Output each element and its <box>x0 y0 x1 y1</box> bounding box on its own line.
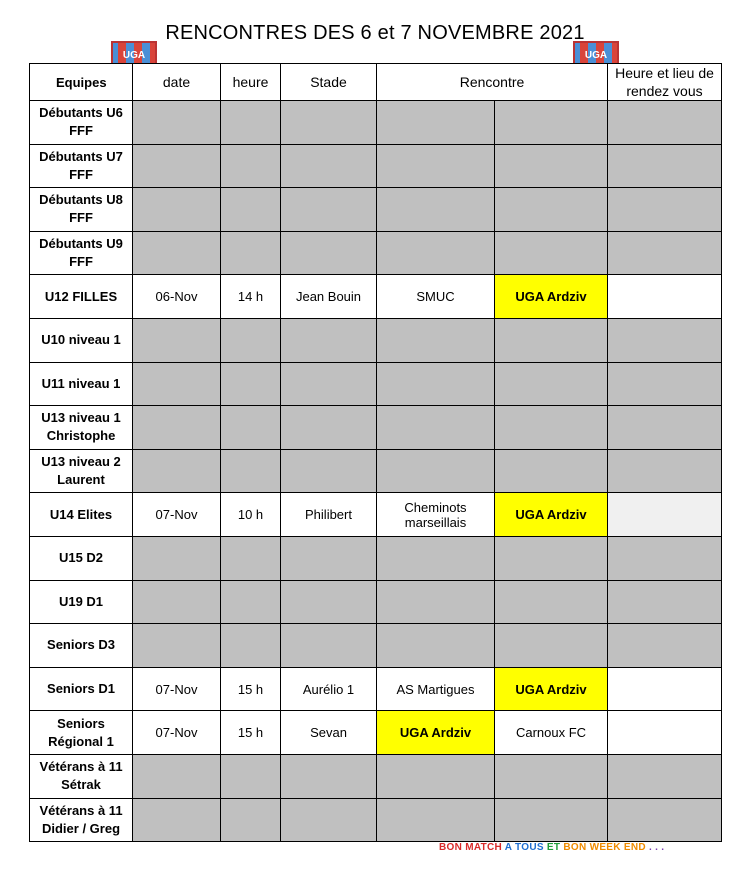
time-cell <box>221 231 281 275</box>
time-cell <box>221 188 281 232</box>
stadium-cell <box>281 318 377 362</box>
home-team-cell <box>377 101 495 145</box>
stadium-cell <box>281 231 377 275</box>
meeting-cell <box>608 449 722 493</box>
time-cell <box>221 101 281 145</box>
time-cell: 14 h <box>221 275 281 319</box>
time-cell <box>221 144 281 188</box>
header-stadium: Stade <box>281 64 377 101</box>
away-team-cell <box>495 449 608 493</box>
time-cell <box>221 318 281 362</box>
meeting-cell <box>608 275 722 319</box>
away-team-cell <box>495 188 608 232</box>
home-team-cell <box>377 536 495 580</box>
team-cell: Débutants U6 FFF <box>30 101 133 145</box>
header-date: date <box>133 64 221 101</box>
away-team-cell <box>495 318 608 362</box>
team-cell: U12 FILLES <box>30 275 133 319</box>
meeting-cell <box>608 144 722 188</box>
table-row <box>30 536 722 580</box>
time-cell <box>221 406 281 450</box>
home-team-cell <box>377 318 495 362</box>
date-cell: 06-Nov <box>133 275 221 319</box>
date-cell <box>133 362 221 406</box>
stadium-cell <box>281 101 377 145</box>
stadium-cell <box>281 536 377 580</box>
meeting-cell <box>608 188 722 232</box>
logo-top-text: UGA <box>122 50 146 61</box>
team-cell: U13 niveau 2 Laurent <box>30 449 133 493</box>
home-team-cell <box>377 231 495 275</box>
header-team: Equipes <box>30 64 133 101</box>
home-team-cell: UGA Ardziv <box>377 711 495 755</box>
meeting-cell <box>608 493 722 537</box>
team-cell: Vétérans à 11 Didier / Greg <box>30 798 133 842</box>
table-row <box>30 101 722 145</box>
stadium-cell: Sevan <box>281 711 377 755</box>
footer-part: BON MATCH <box>439 842 503 853</box>
away-team-cell <box>495 798 608 842</box>
team-cell: Débutants U9 FFF <box>30 231 133 275</box>
meeting-cell <box>608 754 722 798</box>
header-row <box>30 64 722 101</box>
stadium-cell: Philibert <box>281 493 377 537</box>
meeting-cell <box>608 580 722 624</box>
home-team-cell <box>377 449 495 493</box>
away-team-cell: UGA Ardziv <box>495 275 608 319</box>
stadium-cell: Aurélio 1 <box>281 667 377 711</box>
home-team-cell <box>377 406 495 450</box>
footer-message <box>439 842 664 853</box>
time-cell <box>221 798 281 842</box>
footer-part: A TOUS <box>504 842 544 853</box>
stadium-cell <box>281 624 377 668</box>
table-row <box>30 449 722 493</box>
away-team-cell <box>495 144 608 188</box>
time-cell <box>221 580 281 624</box>
time-cell: 10 h <box>221 493 281 537</box>
table-row <box>30 711 722 755</box>
stadium-cell: Jean Bouin <box>281 275 377 319</box>
date-cell <box>133 101 221 145</box>
team-cell: U13 niveau 1 Christophe <box>30 406 133 450</box>
meeting-cell <box>608 231 722 275</box>
table-row <box>30 754 722 798</box>
date-cell <box>133 231 221 275</box>
team-cell: Débutants U7 FFF <box>30 144 133 188</box>
team-cell: U10 niveau 1 <box>30 318 133 362</box>
away-team-cell: UGA Ardziv <box>495 493 608 537</box>
stadium-cell <box>281 580 377 624</box>
table-row <box>30 231 722 275</box>
table-row <box>30 624 722 668</box>
away-team-cell <box>495 754 608 798</box>
date-cell <box>133 754 221 798</box>
table-row <box>30 318 722 362</box>
schedule-body <box>30 101 722 842</box>
stadium-cell <box>281 144 377 188</box>
date-cell <box>133 624 221 668</box>
schedule-table <box>29 63 722 842</box>
date-cell: 07-Nov <box>133 711 221 755</box>
table-row <box>30 798 722 842</box>
home-team-cell <box>377 362 495 406</box>
table-row <box>30 580 722 624</box>
meeting-cell <box>608 406 722 450</box>
team-cell: U14 Elites <box>30 493 133 537</box>
table-row <box>30 667 722 711</box>
meeting-cell <box>608 798 722 842</box>
home-team-cell <box>377 188 495 232</box>
date-cell <box>133 580 221 624</box>
away-team-cell <box>495 101 608 145</box>
stadium-cell <box>281 798 377 842</box>
meeting-cell <box>608 362 722 406</box>
away-team-cell <box>495 406 608 450</box>
page-title: RENCONTRES DES 6 et 7 NOVEMBRE 2021 <box>165 22 585 44</box>
date-cell: 07-Nov <box>133 493 221 537</box>
date-cell <box>133 144 221 188</box>
home-team-cell: SMUC <box>377 275 495 319</box>
home-team-cell <box>377 144 495 188</box>
meeting-cell <box>608 318 722 362</box>
meeting-cell <box>608 624 722 668</box>
meeting-cell <box>608 101 722 145</box>
footer-part: . . . <box>648 842 665 853</box>
date-cell <box>133 188 221 232</box>
home-team-cell <box>377 624 495 668</box>
time-cell: 15 h <box>221 667 281 711</box>
header-match: Rencontre <box>377 64 608 101</box>
team-cell: Vétérans à 11 Sétrak <box>30 754 133 798</box>
table-row <box>30 275 722 319</box>
away-team-cell: Carnoux FC <box>495 711 608 755</box>
meeting-cell <box>608 711 722 755</box>
time-cell <box>221 624 281 668</box>
away-team-cell <box>495 231 608 275</box>
header-meeting: Heure et lieu de rendez vous <box>608 64 722 101</box>
stadium-cell <box>281 362 377 406</box>
date-cell <box>133 406 221 450</box>
team-cell: Seniors Régional 1 <box>30 711 133 755</box>
date-cell <box>133 798 221 842</box>
away-team-cell <box>495 624 608 668</box>
footer-part: BON WEEK END <box>563 842 646 853</box>
header-time: heure <box>221 64 281 101</box>
team-cell: U15 D2 <box>30 536 133 580</box>
table-row <box>30 144 722 188</box>
time-cell <box>221 536 281 580</box>
away-team-cell <box>495 580 608 624</box>
footer-part: ET <box>546 842 561 853</box>
stadium-cell <box>281 406 377 450</box>
table-row <box>30 188 722 232</box>
home-team-cell: Cheminots marseillais <box>377 493 495 537</box>
date-cell <box>133 318 221 362</box>
away-team-cell <box>495 362 608 406</box>
logo-top-text: UGA <box>584 50 608 61</box>
time-cell: 15 h <box>221 711 281 755</box>
home-team-cell <box>377 754 495 798</box>
home-team-cell: AS Martigues <box>377 667 495 711</box>
team-cell: Débutants U8 FFF <box>30 188 133 232</box>
away-team-cell <box>495 536 608 580</box>
team-cell: U11 niveau 1 <box>30 362 133 406</box>
time-cell <box>221 754 281 798</box>
stadium-cell <box>281 754 377 798</box>
home-team-cell <box>377 580 495 624</box>
team-cell: U19 D1 <box>30 580 133 624</box>
meeting-cell <box>608 667 722 711</box>
table-row <box>30 493 722 537</box>
meeting-cell <box>608 536 722 580</box>
table-row <box>30 362 722 406</box>
stadium-cell <box>281 449 377 493</box>
away-team-cell: UGA Ardziv <box>495 667 608 711</box>
time-cell <box>221 362 281 406</box>
date-cell: 07-Nov <box>133 667 221 711</box>
team-cell: Seniors D3 <box>30 624 133 668</box>
table-row <box>30 406 722 450</box>
date-cell <box>133 536 221 580</box>
time-cell <box>221 449 281 493</box>
home-team-cell <box>377 798 495 842</box>
team-cell: Seniors D1 <box>30 667 133 711</box>
date-cell <box>133 449 221 493</box>
stadium-cell <box>281 188 377 232</box>
